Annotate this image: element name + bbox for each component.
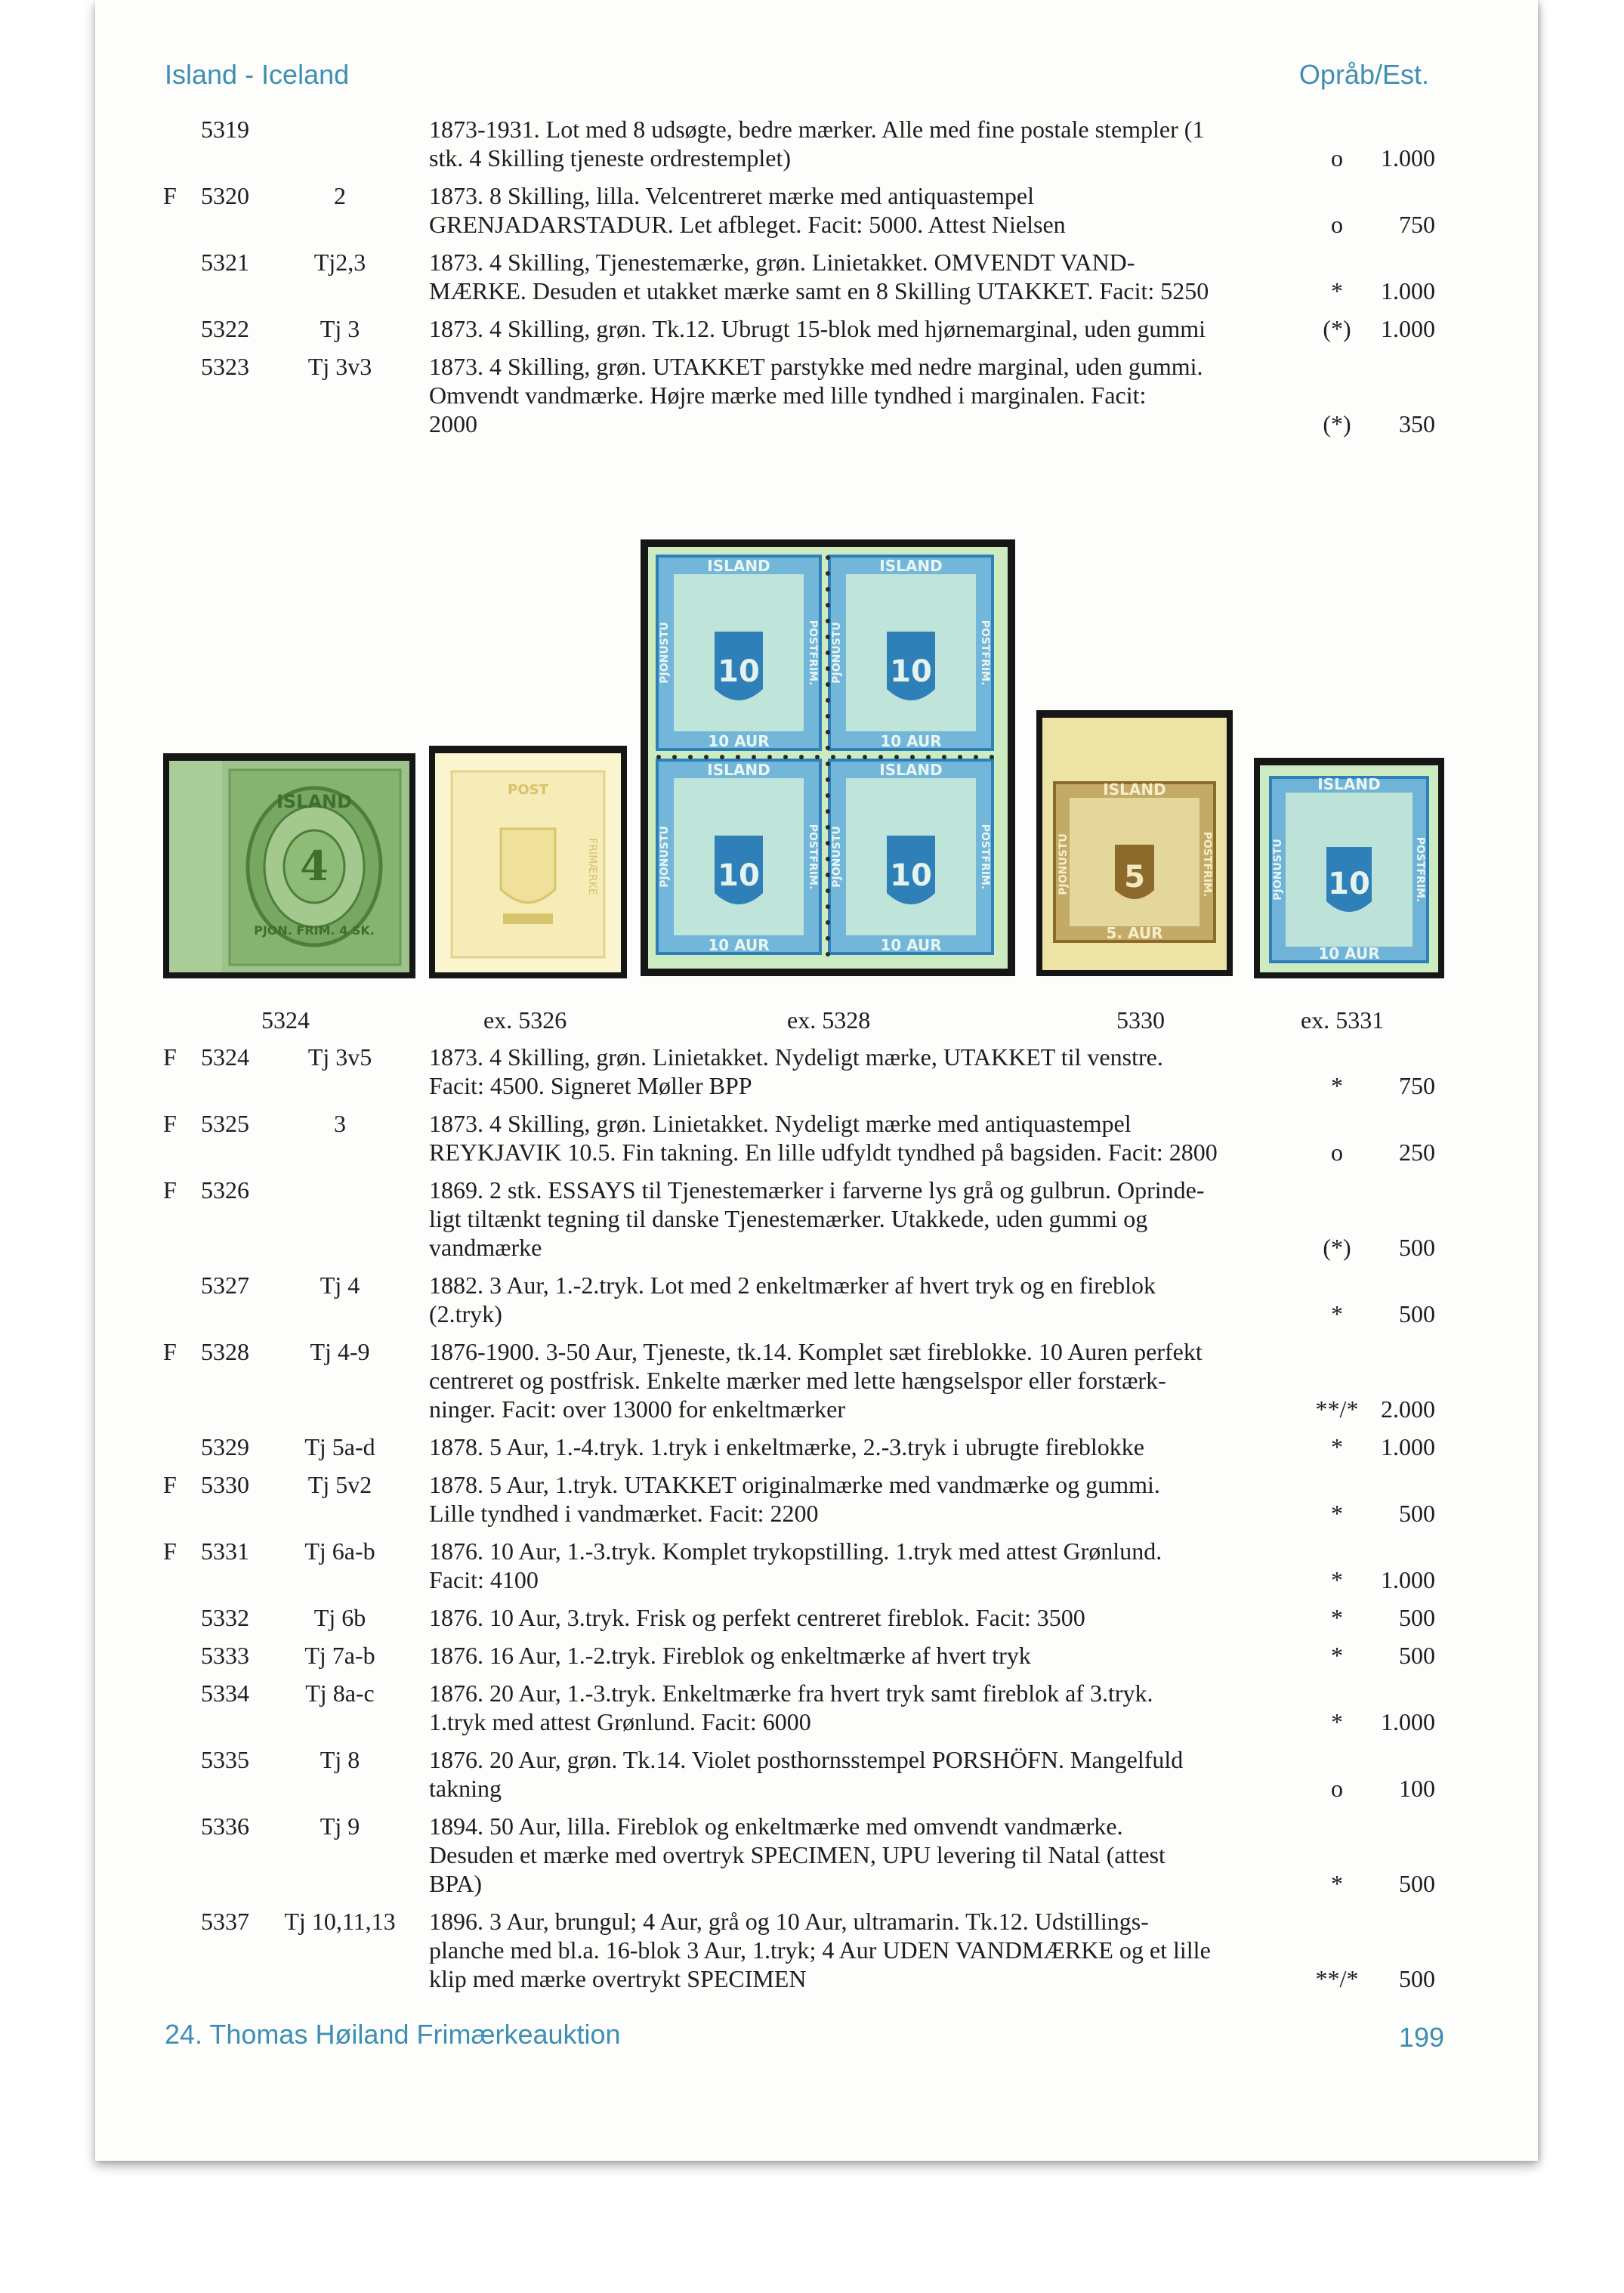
lot-number: 5326 [201, 1176, 249, 1204]
stamp-left-text: PJONUSTU [831, 826, 843, 888]
lot-estimate: 750 [1399, 211, 1435, 238]
stamp-left-text: PJONUSTU [659, 622, 671, 684]
lot-description-line: Lille tyndhed i vandmærket. Facit: 2200 [429, 1500, 819, 1527]
lot-number: 5332 [201, 1604, 249, 1631]
stamp-right-text: POSTFRIM. [979, 620, 991, 686]
lot-estimate: 500 [1399, 1604, 1435, 1631]
lot-catalog-number: Tj 3v3 [307, 353, 372, 380]
stamp-photo-5331 [1254, 758, 1444, 978]
stamp-bottom-text: 10 AUR [880, 732, 942, 750]
stamp-top-text: POST [508, 782, 548, 798]
lot-number: 5329 [201, 1433, 249, 1460]
block-stamp-1 [657, 556, 820, 750]
header-price-label: Opråb/Est. [1298, 59, 1429, 90]
lot-description [429, 1641, 1313, 1670]
lot-flag: F [163, 182, 177, 209]
lot-condition: * [1331, 1300, 1343, 1327]
header-country: Island - Iceland [165, 59, 350, 90]
lot-description-line: 1876. 20 Aur, grøn. Tk.14. Violet posthornsstempel PORSHÖFN. Mangelfuld [429, 1746, 1184, 1773]
lot-description-line: ninger. Facit: over 13000 for enkeltmærker [429, 1395, 845, 1423]
stamp-left-text: PJONUSTU [1272, 839, 1284, 901]
lot-description-line: (2.tryk) [429, 1300, 502, 1327]
lot-number: 5327 [201, 1272, 249, 1299]
lot-description-line: 1873. 4 Skilling, grøn. Linietakket. Nydeligt mærke med antiquastempel [429, 1110, 1132, 1137]
lot-condition: (*) [1323, 315, 1351, 342]
lot-catalog-number: Tj 8 [320, 1746, 360, 1773]
lot-description [429, 181, 1313, 239]
lot-condition: * [1331, 1433, 1343, 1460]
lot-estimate: 1.000 [1381, 315, 1435, 342]
stamp-value: 10 [1328, 867, 1370, 901]
lot-description-line: 1873. 4 Skilling, grøn. Linietakket. Nydeligt mærke, UTAKKET til venstre. [429, 1043, 1163, 1071]
lot-condition: o [1331, 144, 1343, 172]
lot-catalog-number: Tj 4 [320, 1272, 360, 1299]
lot-description-line: takning [429, 1775, 502, 1802]
lot-condition: * [1331, 1072, 1343, 1099]
lot-number: 5337 [201, 1908, 249, 1935]
lot-catalog-number: Tj 9 [320, 1812, 360, 1840]
lot-description-line: 1876. 10 Aur, 1.-3.tryk. Komplet trykopstilling. 1.tryk med attest Grønlund. [429, 1537, 1162, 1565]
lot-condition: o [1331, 211, 1343, 238]
lot-condition: * [1331, 1500, 1343, 1527]
lot-number: 5333 [201, 1642, 249, 1669]
lot-number: 5321 [201, 249, 249, 276]
lot-description [429, 1043, 1313, 1100]
lot-description-line: 1894. 50 Aur, lilla. Fireblok og enkeltmærke med omvendt vandmærke. [429, 1812, 1123, 1840]
stamp-value: 5 [1124, 860, 1145, 895]
lot-description-line: centreret og postfrisk. Enkelte mærker med lette hængselspor eller forstærk- [429, 1367, 1166, 1394]
lot-description-line: planche med bl.a. 16-blok 3 Aur, 1.tryk; 4 Aur UDEN VANDMÆRKE og et lille [429, 1936, 1211, 1964]
stamp-left-text: PJONUSTU [831, 622, 843, 684]
lot-estimate: 1.000 [1381, 144, 1435, 172]
lot-description-line: 1873. 4 Skilling, Tjenestemærke, grøn. Linietakket. OMVENDT VAND- [429, 249, 1135, 276]
stamp-bottom-text: PJON. FRIM. 4 SK. [254, 923, 375, 938]
stamp-value: 10 [890, 858, 932, 893]
stamp-value: 10 [718, 858, 760, 893]
lot-description-line: klip med mærke overtrykt SPECIMEN [429, 1965, 807, 1992]
lot-catalog-number: Tj 5a-d [304, 1433, 375, 1460]
lot-description [429, 1537, 1313, 1594]
lot-flag: F [163, 1471, 177, 1498]
lot-description-line: vandmærke [429, 1234, 542, 1261]
lot-description-line: 1876. 16 Aur, 1.-2.tryk. Fireblok og enkeltmærke af hvert tryk [429, 1642, 1031, 1669]
lot-description-line: GRENJADARSTADUR. Let afbleget. Facit: 5000. Attest Nielsen [429, 211, 1066, 238]
stamp-left-text: PJONUSTU [1057, 833, 1070, 895]
lot-number: 5320 [201, 182, 249, 209]
lot-flag: F [163, 1043, 177, 1071]
lot-condition: * [1331, 1566, 1343, 1593]
lot-catalog-number: Tj 10,11,13 [284, 1908, 396, 1935]
lot-number: 5319 [201, 116, 249, 143]
stamp-side-text: FRIMÆRKE [586, 838, 598, 895]
lot-condition: * [1331, 277, 1343, 304]
lot-description-line: BPA) [429, 1870, 482, 1897]
lot-catalog-number: Tj2,3 [313, 249, 366, 276]
lot-number: 5331 [201, 1537, 249, 1565]
stamp-value: 10 [890, 654, 932, 689]
stamp-country: ISLAND [879, 557, 943, 575]
block-stamp-3 [657, 760, 820, 954]
lot-estimate: 500 [1399, 1965, 1435, 1992]
lot-description [429, 1745, 1313, 1803]
lot-estimate: 100 [1399, 1775, 1435, 1802]
caption-5331: ex. 5331 [1301, 1006, 1385, 1034]
lot-condition: o [1331, 1139, 1343, 1166]
stamp-photo-5324 [163, 753, 415, 978]
stamp-country: ISLAND [707, 761, 770, 779]
lot-catalog-number: Tj 6b [313, 1604, 366, 1631]
lot-condition: **/* [1315, 1965, 1359, 1992]
stamp-right-text: POSTFRIM. [807, 620, 819, 686]
lot-condition: (*) [1323, 410, 1351, 437]
lot-number: 5334 [201, 1680, 249, 1707]
lot-description [429, 1470, 1313, 1528]
caption-5324: 5324 [261, 1006, 310, 1034]
lot-description [429, 1907, 1313, 1993]
lot-description [429, 314, 1313, 343]
lot-flag: F [163, 1338, 177, 1365]
lot-estimate: 2.000 [1381, 1395, 1435, 1423]
stamp-right-text: POSTFRIM. [1201, 831, 1213, 898]
lot-description-line: 1873. 4 Skilling, grøn. UTAKKET parstykke med nedre marginal, uden gummi. [429, 353, 1203, 380]
lot-catalog-number: Tj 8a-c [305, 1680, 375, 1707]
stamp-photo-5326 [429, 746, 627, 978]
lot-estimate: 500 [1399, 1870, 1435, 1897]
lot-catalog-number: 2 [334, 182, 346, 209]
lot-description-line: 1869. 2 stk. ESSAYS til Tjenestemærker i farverne lys grå og gulbrun. Oprinde- [429, 1176, 1205, 1204]
lot-number: 5328 [201, 1338, 249, 1365]
lot-description-line: Omvendt vandmærke. Højre mærke med lille tyndhed i marginalen. Facit: [429, 382, 1147, 409]
lot-description-line: 1873. 4 Skilling, grøn. Tk.12. Ubrugt 15-blok med hjørnemarginal, uden gummi [429, 315, 1206, 342]
lot-catalog-number: Tj 5v2 [307, 1471, 372, 1498]
footer-auction-name: 24. Thomas Høiland Frimærkeauktion [165, 2019, 621, 2050]
lot-description-line: 1876-1900. 3-50 Aur, Tjeneste, tk.14. Komplet sæt fireblokke. 10 Auren perfekt [429, 1338, 1203, 1365]
lot-description-line: Facit: 4100 [429, 1566, 539, 1593]
lot-estimate: 1.000 [1381, 277, 1435, 304]
lot-description [429, 1679, 1313, 1736]
lot-number: 5322 [201, 315, 249, 342]
stamp-country: ISLAND [1103, 780, 1166, 799]
caption-5328: ex. 5328 [787, 1006, 871, 1034]
lot-estimate: 500 [1399, 1642, 1435, 1669]
block-stamp-4 [829, 760, 993, 954]
lot-description [429, 1271, 1313, 1328]
stamp-bottom-text: 10 AUR [708, 732, 770, 750]
lot-description [429, 1432, 1313, 1461]
lot-description-line: 1882. 3 Aur, 1.-2.tryk. Lot med 2 enkeltmærker af hvert tryk og en fireblok [429, 1272, 1156, 1299]
stamp-country: ISLAND [707, 557, 770, 575]
lot-number: 5330 [201, 1471, 249, 1498]
lot-estimate: 1.000 [1381, 1433, 1435, 1460]
lot-estimate: 250 [1399, 1139, 1435, 1166]
lot-estimate: 1.000 [1381, 1566, 1435, 1593]
lot-estimate: 500 [1399, 1300, 1435, 1327]
lot-description-line: 1873. 8 Skilling, lilla. Velcentreret mærke med antiquastempel [429, 182, 1035, 209]
lot-condition: * [1331, 1870, 1343, 1897]
lot-description [429, 1109, 1313, 1167]
lot-description [429, 1176, 1313, 1262]
stamp-country: ISLAND [276, 791, 353, 812]
stamp-bottom-text: 10 AUR [880, 936, 942, 954]
lot-estimate: 350 [1399, 410, 1435, 437]
lot-description-line: 1876. 20 Aur, 1.-3.tryk. Enkeltmærke fra hvert tryk samt fireblok af 3.tryk. [429, 1680, 1153, 1707]
lot-description-line: stk. 4 Skilling tjeneste ordrestemplet) [429, 144, 792, 172]
stamp-right-text: POSTFRIM. [807, 824, 819, 890]
lot-flag: F [163, 1537, 177, 1565]
lot-catalog-number: 3 [334, 1110, 346, 1137]
stamp-country: ISLAND [1317, 775, 1381, 793]
lot-description [429, 352, 1313, 438]
lot-description-line: 1878. 5 Aur, 1.tryk. UTAKKET originalmærke med vandmærke og gummi. [429, 1471, 1160, 1498]
lot-description-line: REYKJAVIK 10.5. Fin takning. En lille udfyldt tyndhed på bagsiden. Facit: 2800 [429, 1139, 1218, 1166]
stamp-right-text: POSTFRIM. [979, 824, 991, 890]
stamp-value: 4 [300, 842, 329, 890]
stamp-value: 10 [718, 654, 760, 689]
lot-estimate: 750 [1399, 1072, 1435, 1099]
page-number: 199 [1398, 2022, 1444, 2053]
stamp-left-text: PJONUSTU [659, 826, 671, 888]
lot-catalog-number: Tj 7a-b [304, 1642, 375, 1669]
lot-description-line: 1878. 5 Aur, 1.-4.tryk. 1.tryk i enkeltmærke, 2.-3.tryk i ubrugte fireblokke [429, 1433, 1144, 1460]
lot-condition: (*) [1323, 1234, 1351, 1261]
lot-estimate: 1.000 [1381, 1708, 1435, 1735]
lot-number: 5323 [201, 353, 249, 380]
lot-condition: o [1331, 1775, 1343, 1802]
lot-number: 5336 [201, 1812, 249, 1840]
lot-number: 5324 [201, 1043, 249, 1071]
lot-estimate: 500 [1399, 1500, 1435, 1527]
stamp-country: ISLAND [879, 761, 943, 779]
lot-description-line: 1.tryk med attest Grønlund. Facit: 6000 [429, 1708, 811, 1735]
stamp-photo-5330 [1036, 710, 1233, 976]
lot-description-line: 1876. 10 Aur, 3.tryk. Frisk og perfekt centreret fireblok. Facit: 3500 [429, 1604, 1085, 1631]
caption-5326: ex. 5326 [483, 1006, 567, 1034]
lot-description-line: Facit: 4500. Signeret Møller BPP [429, 1072, 752, 1099]
lot-condition: **/* [1315, 1395, 1359, 1423]
stamp-bottom-text: 10 AUR [1318, 944, 1380, 963]
lot-estimate: 500 [1399, 1234, 1435, 1261]
lot-condition: * [1331, 1604, 1343, 1631]
lot-description-line: MÆRKE. Desuden et utakket mærke samt en 8 Skilling UTAKKET. Facit: 5250 [429, 277, 1209, 304]
stamp-right-text: POSTFRIM. [1414, 836, 1426, 903]
lot-condition: * [1331, 1708, 1343, 1735]
lot-description [429, 248, 1313, 305]
lot-number: 5335 [201, 1746, 249, 1773]
stamp-bottom-text: 10 AUR [708, 936, 770, 954]
lot-condition: * [1331, 1642, 1343, 1669]
lot-description [429, 1812, 1313, 1898]
block-stamp-2 [829, 556, 993, 750]
stamp-bottom-text: 5. AUR [1106, 924, 1163, 942]
lot-flag: F [163, 1110, 177, 1137]
lot-description-line: 1873-1931. Lot med 8 udsøgte, bedre mærker. Alle med fine postale stempler (1 [429, 116, 1205, 143]
lot-catalog-number: Tj 6a-b [304, 1537, 375, 1565]
lot-catalog-number: Tj 3v5 [307, 1043, 372, 1071]
lot-catalog-number: Tj 4-9 [310, 1338, 370, 1365]
stamp-photo-block-5328 [641, 539, 1015, 976]
lot-description-line: 2000 [429, 410, 477, 437]
lot-flag: F [163, 1176, 177, 1204]
lot-description-line: 1896. 3 Aur, brungul; 4 Aur, grå og 10 Aur, ultramarin. Tk.12. Udstillings- [429, 1908, 1149, 1935]
lot-description [429, 1603, 1313, 1632]
lot-description-line: ligt tiltænkt tegning til danske Tjenestemærker. Utakkede, uden gummi og [429, 1205, 1148, 1232]
lot-description [429, 1337, 1313, 1423]
lot-description-line: Desuden et mærke med overtryk SPECIMEN, UPU levering til Natal (attest [429, 1841, 1166, 1868]
caption-5330: 5330 [1116, 1006, 1165, 1034]
lot-catalog-number: Tj 3 [320, 315, 360, 342]
lot-description [429, 115, 1313, 172]
lot-number: 5325 [201, 1110, 249, 1137]
